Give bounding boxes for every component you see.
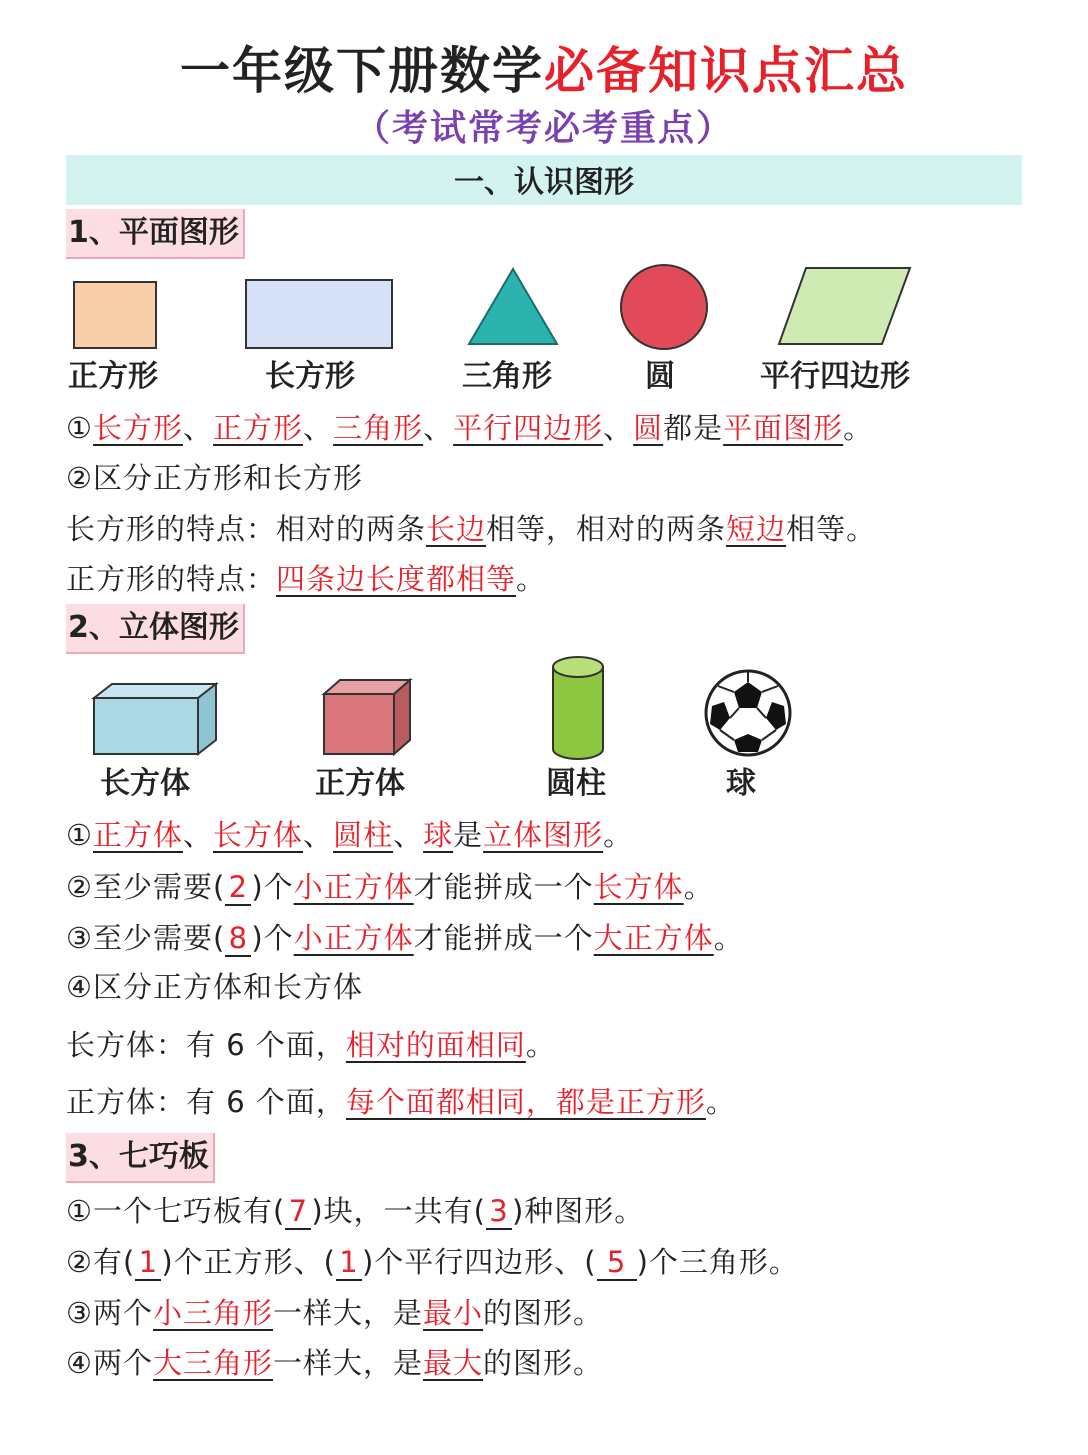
text-fragment: 3	[486, 1194, 512, 1230]
label-rectangle: 长方形	[265, 359, 355, 394]
text-fragment: 、	[603, 411, 634, 445]
text-fragment: ①	[66, 411, 93, 445]
text-fragment: 圆柱	[333, 818, 394, 852]
text-fragment: 一样大，是	[273, 1346, 424, 1380]
text-fragment: 大三角形	[153, 1346, 274, 1380]
section-banner-title: 一、认识图形	[444, 160, 644, 212]
s1-line2: ②区分正方形和长方形	[66, 461, 363, 495]
text-fragment: 四条边长度都相等	[276, 562, 517, 596]
text-fragment: 、	[303, 411, 334, 445]
cylinder-shape	[551, 655, 605, 761]
text-fragment: 最小	[423, 1296, 484, 1330]
text-fragment: ④两个	[66, 1346, 153, 1380]
text-fragment: ③两个	[66, 1296, 153, 1330]
text-fragment: )个	[251, 921, 294, 955]
text-fragment: 、	[183, 818, 214, 852]
section-header-plane-shapes: 1、平面图形	[66, 209, 245, 259]
label-cuboid: 长方体	[100, 766, 190, 801]
text-fragment: 。	[603, 818, 634, 852]
text-fragment: 。	[713, 921, 744, 955]
text-fragment: 。	[683, 870, 714, 904]
text-fragment: ③至少需要(	[66, 921, 226, 955]
text-fragment: 长方形的特点：相对的两条	[66, 512, 427, 546]
text-fragment: 球	[423, 818, 454, 852]
text-fragment: 是	[453, 818, 484, 852]
text-fragment: 7	[285, 1194, 311, 1230]
s3-line3	[66, 1293, 603, 1333]
text-fragment: )个平行四边形、(	[361, 1245, 597, 1279]
text-fragment: 短边	[726, 512, 787, 546]
text-fragment: 的图形。	[483, 1296, 604, 1330]
triangle-shape	[467, 268, 559, 346]
text-fragment: 才能拼成一个	[413, 921, 594, 955]
text-fragment: )块，一共有(	[311, 1194, 486, 1228]
text-fragment: 立体图形	[483, 818, 604, 852]
s3-line2	[66, 1242, 799, 1282]
text-fragment: )个三角形。	[636, 1245, 799, 1279]
label-cylinder: 圆柱	[546, 766, 606, 801]
s2-line5	[66, 1025, 556, 1065]
text-fragment: 每个面都相同，都是正方形	[345, 1085, 706, 1119]
text-fragment: ①	[66, 818, 93, 852]
text-fragment: 大正方体	[593, 921, 714, 955]
text-fragment: 小正方体	[293, 921, 414, 955]
text-fragment: )种图形。	[511, 1194, 645, 1228]
text-fragment: 才能拼成一个	[413, 870, 594, 904]
text-fragment: 正方形的特点：	[66, 562, 277, 596]
text-fragment: )个正方形、(	[161, 1245, 336, 1279]
s2-line4: ④区分正方体和长方体	[66, 970, 363, 1004]
text-fragment: 长方形	[93, 411, 184, 445]
text-fragment: 小正方体	[293, 870, 414, 904]
s2-line3	[66, 918, 744, 958]
section-header-solid-shapes: 2、立体图形	[66, 604, 245, 654]
text-fragment: 相等。	[786, 512, 877, 546]
label-parallelogram: 平行四边形	[760, 359, 910, 394]
text-fragment: 三角形	[333, 411, 424, 445]
text-fragment: 的图形。	[483, 1346, 604, 1380]
text-fragment: 。	[843, 411, 874, 445]
text-fragment: 、	[183, 411, 214, 445]
ball-shape	[704, 668, 792, 758]
rectangle-shape	[245, 279, 393, 349]
text-fragment: 5	[597, 1245, 637, 1281]
text-fragment: 正方形	[213, 411, 304, 445]
text-fragment: 、	[423, 411, 454, 445]
section-header-tangram: 3、七巧板	[66, 1133, 215, 1183]
label-ball: 球	[726, 766, 756, 801]
s2-line1	[66, 815, 633, 855]
label-cube: 正方体	[315, 766, 405, 801]
text-fragment: )个	[251, 870, 294, 904]
page-subtitle: （考试常考必考重点）	[353, 108, 734, 149]
text-fragment: 平行四边形	[453, 411, 604, 445]
s2-line6	[66, 1082, 736, 1122]
s3-line1	[66, 1191, 644, 1231]
s1-line3	[66, 509, 876, 549]
s2-line2	[66, 867, 714, 907]
text-fragment: 正方体	[93, 818, 184, 852]
text-fragment: 小三角形	[153, 1296, 274, 1330]
text-fragment: ②至少需要(	[66, 870, 226, 904]
text-fragment: 。	[525, 1028, 556, 1062]
text-fragment: 相对的面相同	[345, 1028, 526, 1062]
text-fragment: 、	[303, 818, 334, 852]
label-square: 正方形	[68, 359, 158, 394]
text-fragment: 长边	[426, 512, 487, 546]
page-title	[0, 38, 1088, 104]
circle-shape	[619, 264, 709, 350]
s3-line4	[66, 1343, 603, 1383]
label-circle: 圆	[645, 359, 675, 394]
cuboid-shape	[92, 682, 218, 758]
text-fragment: 正方体：有 6 个面，	[66, 1085, 346, 1119]
text-fragment: 。	[705, 1085, 736, 1119]
text-fragment: 圆	[633, 411, 664, 445]
text-fragment: 1	[135, 1245, 161, 1281]
text-fragment: 一样大，是	[273, 1296, 424, 1330]
s1-line1	[66, 408, 873, 448]
square-shape	[73, 281, 157, 349]
title-part2: 必备知识点汇总	[544, 42, 908, 100]
title-part1: 一年级下册数学	[180, 42, 544, 100]
text-fragment: 、	[393, 818, 424, 852]
text-fragment: 相等，相对的两条	[486, 512, 727, 546]
text-fragment: 长方体：有 6 个面，	[66, 1028, 346, 1062]
text-fragment: 8	[225, 921, 251, 957]
text-fragment: 都是	[663, 411, 724, 445]
text-fragment: 平面图形	[723, 411, 844, 445]
text-fragment: 最大	[423, 1346, 484, 1380]
text-fragment: 长方体	[593, 870, 684, 904]
s1-line4	[66, 559, 546, 599]
parallelogram-shape	[778, 267, 912, 345]
text-fragment: ①一个七巧板有(	[66, 1194, 286, 1228]
text-fragment: 1	[336, 1245, 362, 1281]
text-fragment: ②有(	[66, 1245, 136, 1279]
text-fragment: 2	[225, 870, 251, 906]
text-fragment: 。	[516, 562, 547, 596]
text-fragment: 长方体	[213, 818, 304, 852]
cube-shape	[322, 678, 412, 758]
label-triangle: 三角形	[462, 359, 552, 394]
